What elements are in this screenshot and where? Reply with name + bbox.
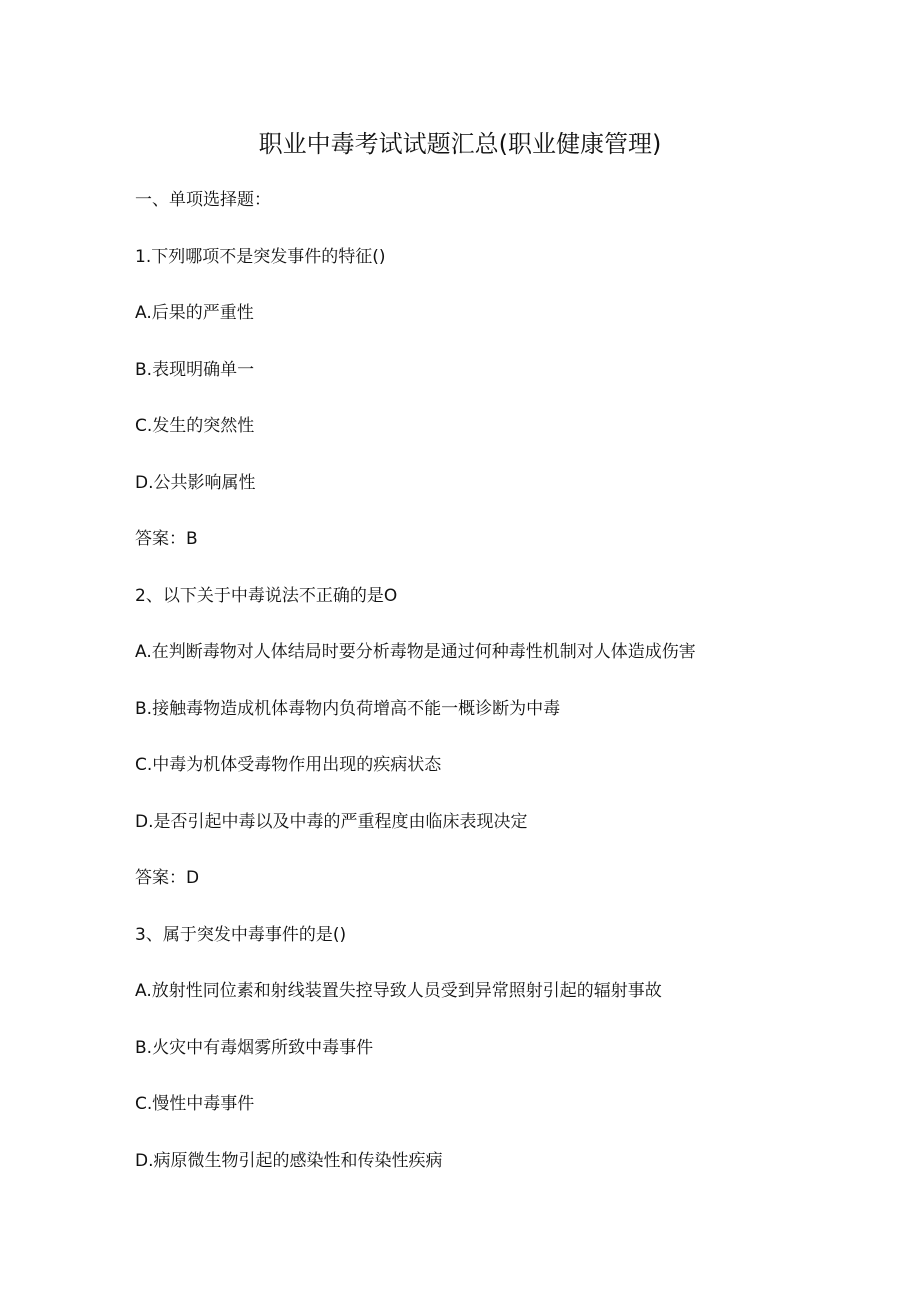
- question-1-option-a: A.后果的严重性: [135, 303, 254, 323]
- section-heading: 一、单项选择题：: [135, 190, 271, 210]
- question-3-option-d: D.病原微生物引起的感染性和传染性疾病: [135, 1151, 443, 1171]
- question-3-option-b: B.火灾中有毒烟雾所致中毒事件: [135, 1038, 374, 1058]
- question-2-option-c: C.中毒为机体受毒物作用出现的疾病状态: [135, 755, 442, 775]
- question-3-option-c: C.慢性中毒事件: [135, 1094, 255, 1114]
- question-2-stem: 2、以下关于中毒说法不正确的是O: [135, 586, 398, 606]
- question-2-option-a: A.在判断毒物对人体结局时要分析毒物是通过何种毒性机制对人体造成伤害: [135, 642, 696, 662]
- question-1-option-c: C.发生的突然性: [135, 416, 255, 436]
- question-2-option-d: D.是否引起中毒以及中毒的严重程度由临床表现决定: [135, 812, 528, 832]
- question-1-option-d: D.公共影响属性: [135, 473, 256, 493]
- question-2-answer: 答案：D: [135, 868, 200, 888]
- question-3-option-a: A.放射性同位素和射线装置失控导致人员受到异常照射引起的辐射事故: [135, 981, 662, 1001]
- question-2-option-b: B.接触毒物造成机体毒物内负荷增高不能一概诊断为中毒: [135, 699, 561, 719]
- question-1-option-b: B.表现明确单一: [135, 360, 255, 380]
- document-title: 职业中毒考试试题汇总(职业健康管理): [258, 130, 662, 158]
- question-1-stem: 1.下列哪项不是突发事件的特征(): [135, 247, 386, 267]
- question-1-answer: 答案：B: [135, 529, 198, 549]
- question-3-stem: 3、属于突发中毒事件的是(): [135, 925, 347, 945]
